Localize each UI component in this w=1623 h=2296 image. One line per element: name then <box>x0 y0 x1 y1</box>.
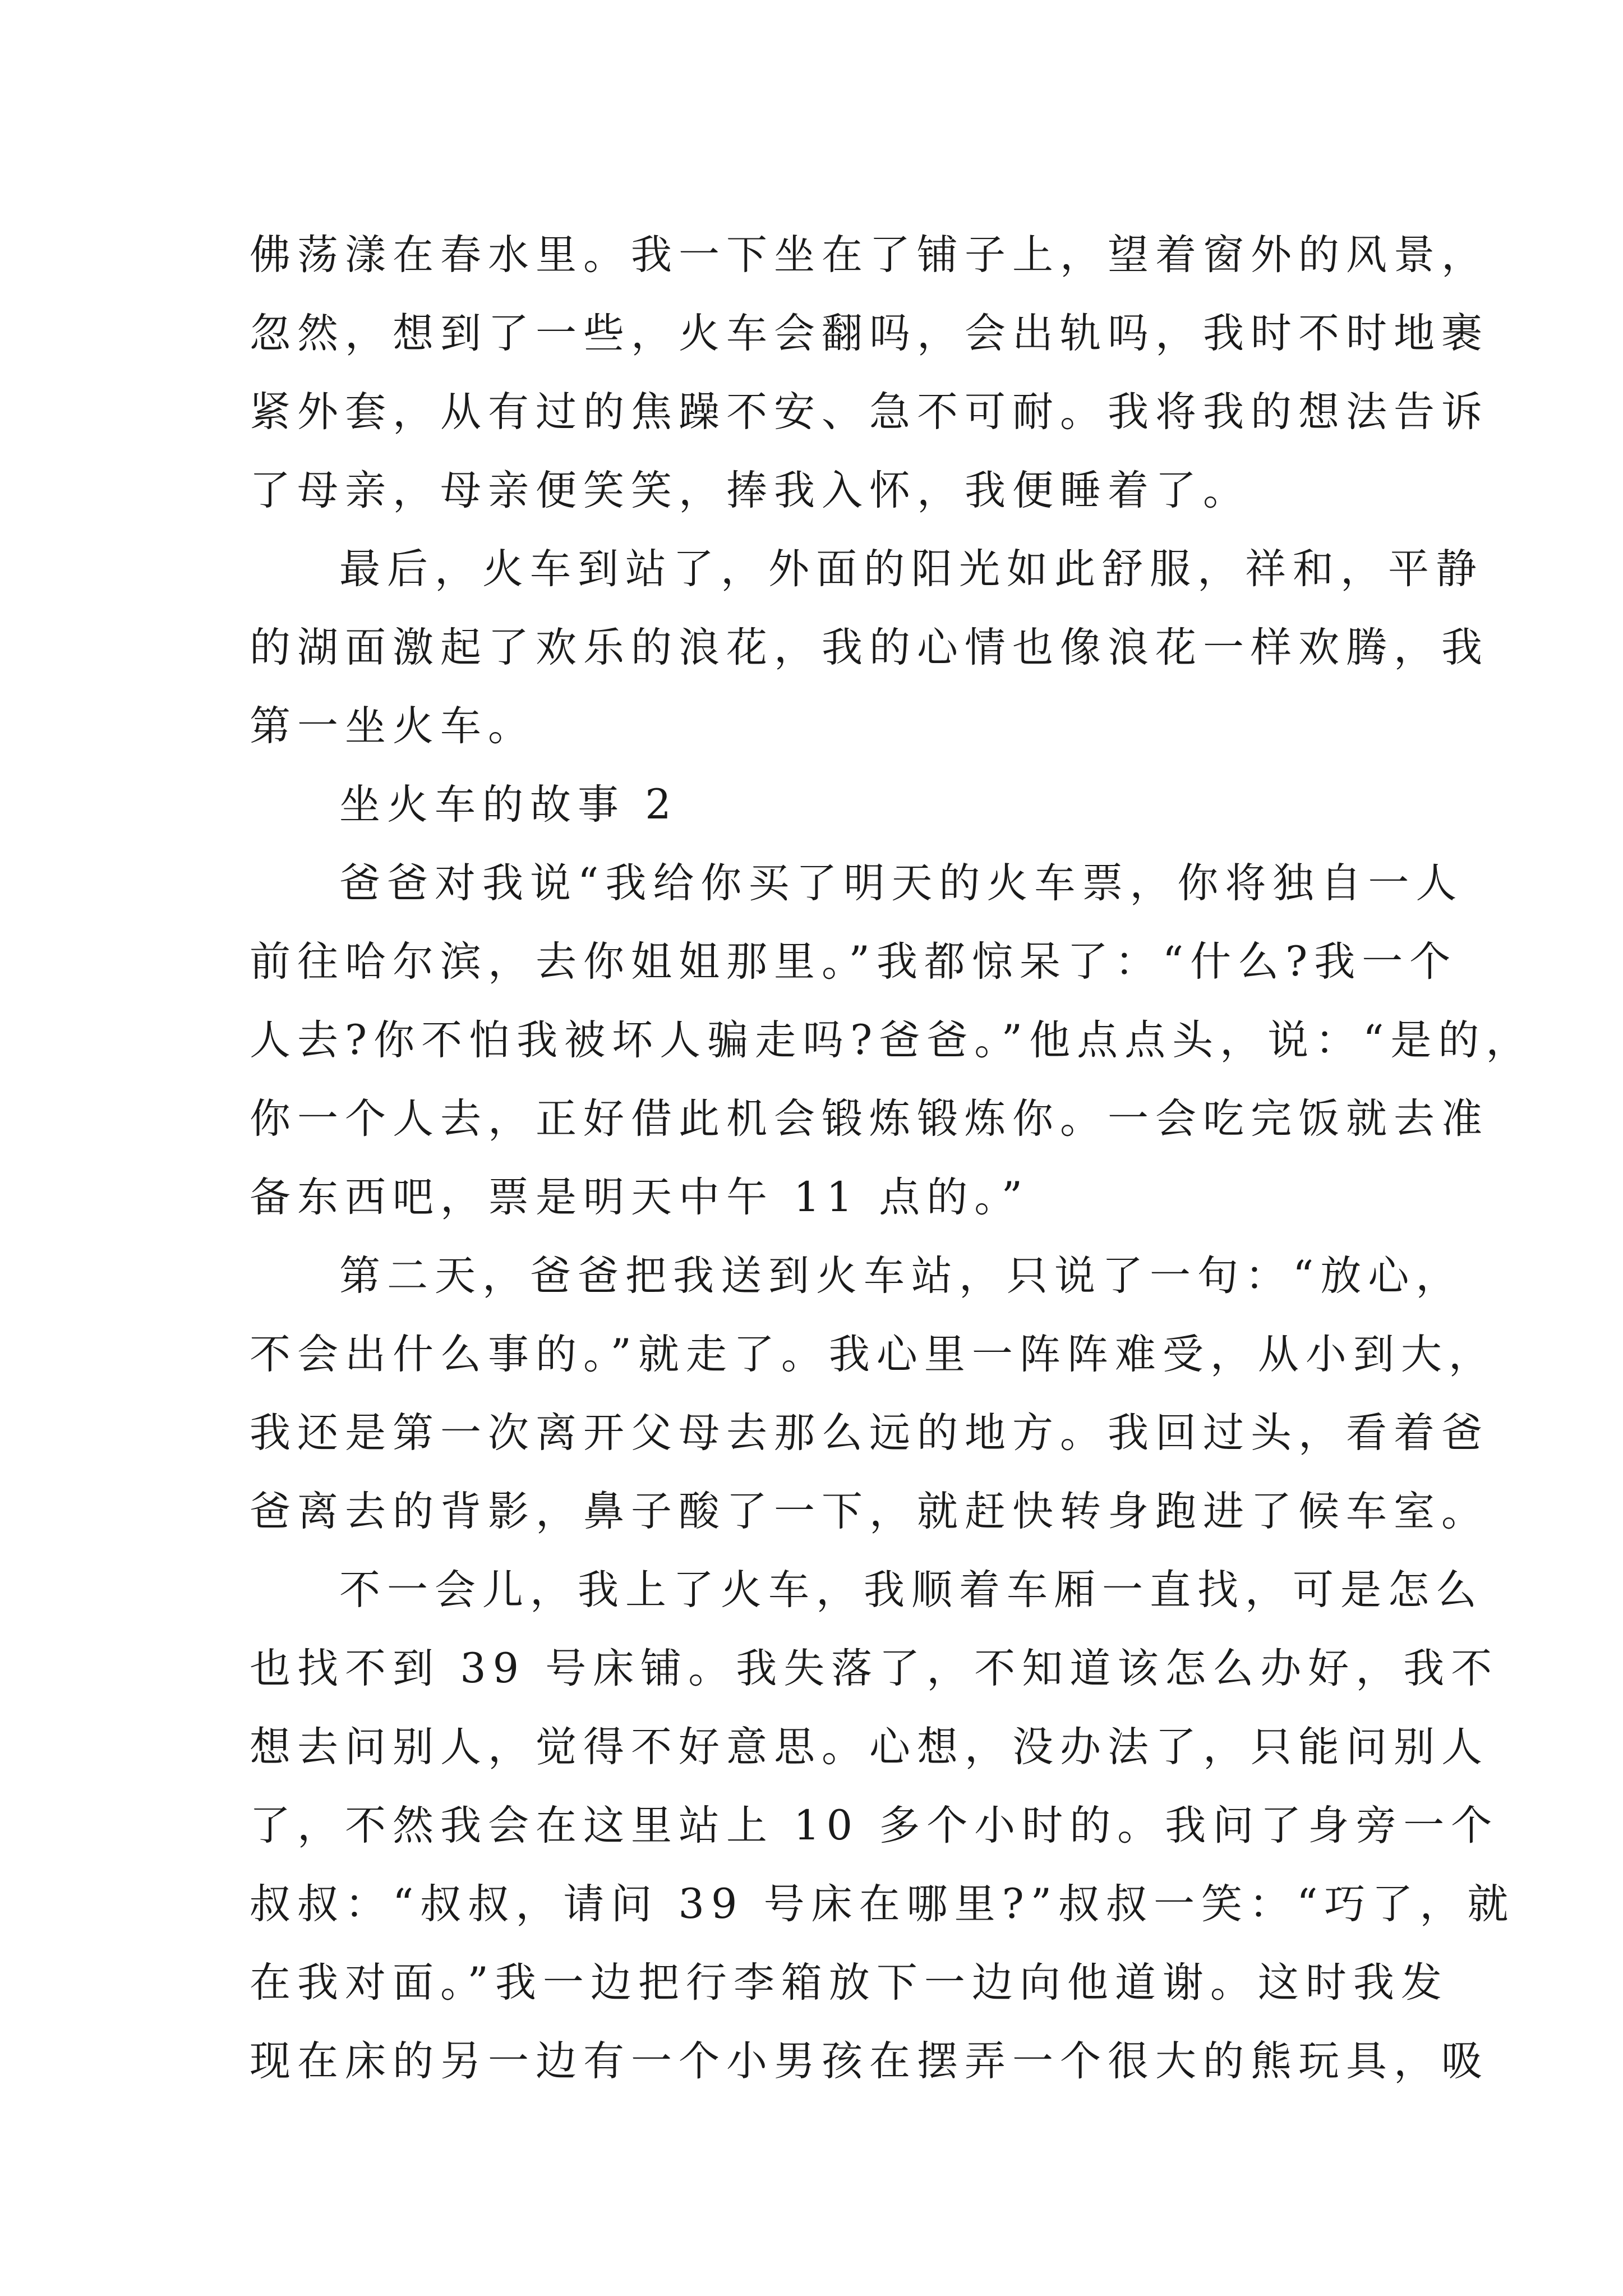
paragraph-first-line: 爸爸对我说“我给你买了明天的火车票，你将独自一人 <box>339 859 1464 907</box>
text-line: 第一坐火车。 <box>250 702 536 750</box>
text-line: 忽然，想到了一些，火车会翻吗，会出轨吗，我时不时地裹 <box>250 310 1489 357</box>
text-line: 爸离去的背影，鼻子酸了一下，就赶快转身跑进了候车室。 <box>250 1488 1489 1535</box>
text-line: 也找不到 39 号床铺。我失落了，不知道该怎么办好，我不 <box>250 1645 1499 1692</box>
section-heading: 坐火车的故事 2 <box>339 781 678 829</box>
text-line: 了母亲，母亲便笑笑，捧我入怀，我便睡着了。 <box>250 467 1251 514</box>
text-line: 不会出什么事的。”就走了。我心里一阵阵难受，从小到大， <box>250 1331 1496 1378</box>
text-line: 想去问别人，觉得不好意思。心想，没办法了，只能问别人 <box>250 1723 1489 1771</box>
text-line: 人去?你不怕我被坏人骗走吗?爸爸。”他点点头，说：“是的， <box>250 1016 1534 1064</box>
paragraph-first-line: 第二天，爸爸把我送到火车站，只说了一句：“放心， <box>339 1252 1464 1300</box>
text-line: 在我对面。”我一边把行李箱放下一边向他道谢。这时我发 <box>250 1959 1449 2007</box>
text-line: 的湖面激起了欢乐的浪花，我的心情也像浪花一样欢腾，我 <box>250 624 1489 671</box>
text-line: 叔叔：“叔叔，请问 39 号床在哪里?”叔叔一笑：“巧了，就 <box>250 1880 1515 1928</box>
text-line: 备东西吧，票是明天中午 11 点的。” <box>250 1174 1030 1221</box>
text-line: 紧外套，从有过的焦躁不安、急不可耐。我将我的想法告诉 <box>250 388 1489 436</box>
text-line: 我还是第一次离开父母去那么远的地方。我回过头，看着爸 <box>250 1409 1489 1457</box>
text-line: 现在床的另一边有一个小男孩在摆弄一个很大的熊玩具，吸 <box>250 2037 1489 2085</box>
text-line: 前往哈尔滨，去你姐姐那里。”我都惊呆了：“什么?我一个 <box>250 938 1458 986</box>
text-line: 你一个人去，正好借此机会锻炼锻炼你。一会吃完饭就去准 <box>250 1095 1489 1143</box>
paragraph-first-line: 最后，火车到站了，外面的阳光如此舒服，祥和，平静 <box>339 545 1483 593</box>
paragraph-first-line: 不一会儿，我上了火车，我顺着车厢一直找，可是怎么 <box>339 1566 1483 1614</box>
text-line: 了，不然我会在这里站上 10 多个小时的。我问了身旁一个 <box>250 1802 1499 1849</box>
text-line: 佛荡漾在春水里。我一下坐在了铺子上，望着窗外的风景， <box>250 231 1489 279</box>
